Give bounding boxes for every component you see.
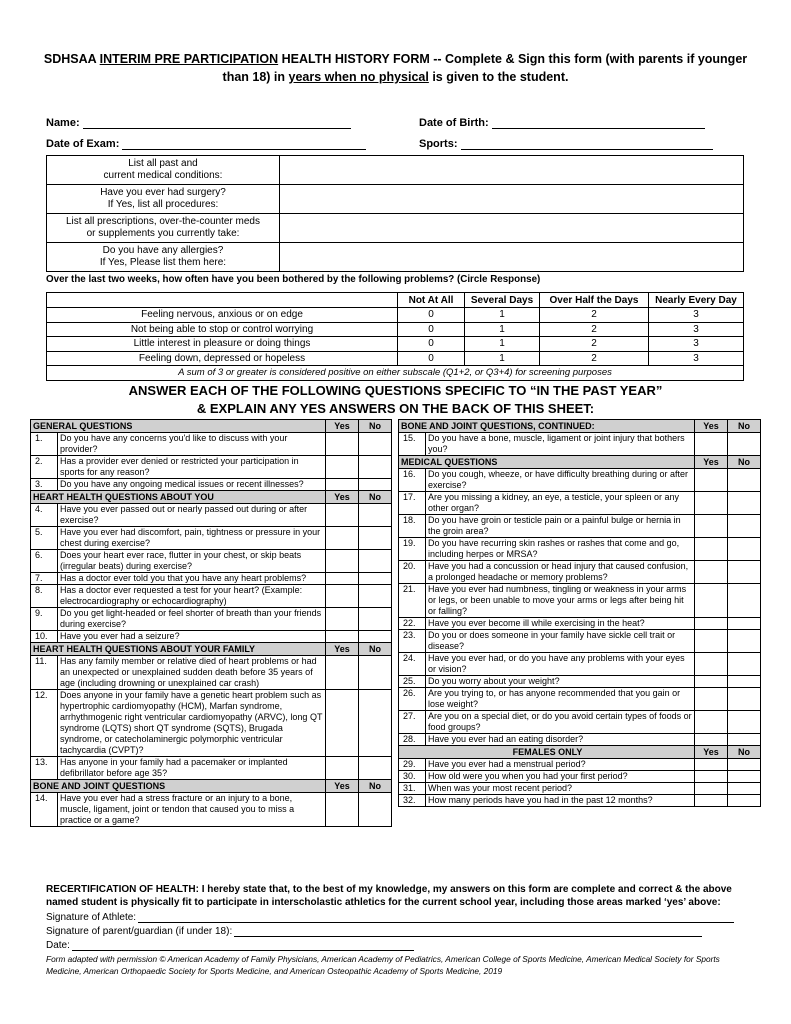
medical-history-table: [46, 155, 744, 272]
no-box[interactable]: [728, 469, 761, 492]
question-row: 5. Have you ever had discomfort, pain, tightness or pressure in your chest during exercise?: [31, 527, 392, 550]
question-row: 19. Do you have recurring skin rashes or rashes that come and go, including herpes or MRSA?: [399, 538, 761, 561]
phq-option[interactable]: 1: [465, 337, 540, 352]
phq-note: A sum of 3 or greater is considered positive on either subscale (Q1+2, or Q3+4) for screening purposes: [47, 366, 744, 381]
phq-question: Not being able to stop or control worrying: [47, 322, 398, 337]
question-row: 8. Has a doctor ever requested a test for your heart? (Example: electrocardiography or echocardiography): [31, 585, 392, 608]
yes-box[interactable]: [695, 618, 728, 630]
no-header: No: [359, 420, 392, 433]
no-box[interactable]: [728, 711, 761, 734]
no-box[interactable]: [728, 538, 761, 561]
yes-box[interactable]: [326, 550, 359, 573]
answer-heading: [30, 382, 761, 418]
yes-header: Yes: [326, 780, 359, 793]
yes-box[interactable]: [326, 573, 359, 585]
phq-option[interactable]: 0: [398, 337, 465, 352]
question-row: 4. Have you ever passed out or nearly passed out during or after exercise?: [31, 504, 392, 527]
phq-header-nearly-every-day: Nearly Every Day: [649, 293, 744, 308]
yes-box[interactable]: [326, 456, 359, 479]
phq-option[interactable]: 2: [540, 308, 649, 323]
yes-header: Yes: [326, 643, 359, 656]
question-row: 17. Are you missing a kidney, an eye, a testicle, your spleen or any other organ?: [399, 492, 761, 515]
no-box[interactable]: [728, 515, 761, 538]
no-box[interactable]: [728, 653, 761, 676]
yes-box[interactable]: [695, 795, 728, 807]
sports-line[interactable]: [461, 137, 713, 150]
no-header: No: [359, 643, 392, 656]
phq-option[interactable]: 0: [398, 308, 465, 323]
allergies-answer[interactable]: [280, 243, 744, 272]
yes-box[interactable]: [695, 630, 728, 653]
no-box[interactable]: [359, 656, 392, 690]
question-row: 27. Are you on a special diet, or do you avoid certain types of foods or food groups?: [399, 711, 761, 734]
section-family: HEART HEALTH QUESTIONS ABOUT YOUR FAMILY: [31, 643, 326, 656]
no-box[interactable]: [728, 676, 761, 688]
no-box[interactable]: [359, 690, 392, 757]
section-bone-continued: BONE AND JOINT QUESTIONS, CONTINUED:: [399, 420, 695, 433]
answer-heading-line-2: & EXPLAIN ANY YES ANSWERS ON THE BACK OF THIS SHEET:: [196, 401, 595, 416]
question-row: 16. Do you cough, wheeze, or have difficulty breathing during or after exercise?: [399, 469, 761, 492]
title-years: years when no physical: [288, 70, 429, 84]
parent-signature-label: Signature of parent/guardian (if under 18):: [46, 926, 233, 937]
footer-credit: Form adapted with permission © American Academy of Family Physicians, American Academy of Pediatrics, American College of Sports Medicine, American Medical Society for Sports Medicine, American Orthopaedic Society for Sports Medicine, and American Osteopathic Academy of Sports Medicine, 2019: [46, 954, 720, 976]
yes-box[interactable]: [695, 653, 728, 676]
yes-box[interactable]: [326, 757, 359, 780]
yes-box[interactable]: [326, 479, 359, 491]
surgery-label: Have you ever had surgery? If Yes, list all procedures:: [47, 185, 280, 214]
surgery-row: [47, 185, 744, 214]
no-box[interactable]: [359, 608, 392, 631]
question-row: 6. Does your heart ever race, flutter in your chest, or skip beats (irregular beats) during exercise?: [31, 550, 392, 573]
date-field[interactable]: [46, 940, 414, 951]
phq-header-not-at-all: Not At All: [398, 293, 465, 308]
yes-box[interactable]: [326, 656, 359, 690]
phq-option[interactable]: 1: [465, 308, 540, 323]
parent-signature-line[interactable]: [234, 926, 702, 937]
no-box[interactable]: [359, 456, 392, 479]
phq-row: [47, 322, 744, 337]
yes-box[interactable]: [695, 676, 728, 688]
question-row: 29. Have you ever had a menstrual period?: [399, 759, 761, 771]
yes-box[interactable]: [326, 433, 359, 456]
question-row: 24. Have you ever had, or do you have any problems with your eyes or vision?: [399, 653, 761, 676]
date-label: Date:: [46, 940, 70, 951]
no-box[interactable]: [728, 618, 761, 630]
question-row: 20. Have you had a concussion or head injury that caused confusion, a prolonged headache or memory problems?: [399, 561, 761, 584]
name-line[interactable]: [83, 116, 351, 129]
section-heart: HEART HEALTH QUESTIONS ABOUT YOU: [31, 491, 326, 504]
phq-row: [47, 337, 744, 352]
title-interim: INTERIM PRE PARTICIPATION: [99, 52, 279, 66]
no-box[interactable]: [728, 561, 761, 584]
title-text: SDHSAA: [43, 52, 100, 66]
question-row: 18. Do you have groin or testicle pain or a painful bulge or hernia in the groin area?: [399, 515, 761, 538]
conditions-label: List all past and current medical conditions:: [47, 156, 280, 185]
no-box[interactable]: [728, 492, 761, 515]
question-row: 31. When was your most recent period?: [399, 783, 761, 795]
surgery-answer[interactable]: [280, 185, 744, 214]
form-title: [30, 50, 761, 86]
phq-option[interactable]: 3: [649, 351, 744, 366]
conditions-row: [47, 156, 744, 185]
yes-box[interactable]: [695, 783, 728, 795]
question-row: 2. Has a provider ever denied or restricted your participation in sports for any reason?: [31, 456, 392, 479]
phq-header-several-days: Several Days: [465, 293, 540, 308]
no-box[interactable]: [359, 631, 392, 643]
section-females: FEMALES ONLY: [399, 746, 695, 759]
question-row: 32. How many periods have you had in the past 12 months?: [399, 795, 761, 807]
question-row: 25. Do you worry about your weight?: [399, 676, 761, 688]
question-row: 12. Does anyone in your family have a genetic heart problem such as hypertrophic cardiomyopathy (HCM), Marfan syndrome, arrhythmogenic right ventricular cardiomyopathy (ARVC), long QT syndrome (LQTS) short QT syndrome (SQTS), Brugada syndrome, or catecholaminergic polymorphic ventricular tachycardia (CVPT)?: [31, 690, 392, 757]
yes-header: Yes: [326, 491, 359, 504]
conditions-answer[interactable]: [280, 156, 744, 185]
sports-label: Sports:: [419, 138, 458, 150]
no-box[interactable]: [359, 550, 392, 573]
no-box[interactable]: [359, 433, 392, 456]
question-row: 23. Do you or does someone in your family have sickle cell trait or disease?: [399, 630, 761, 653]
no-header: No: [359, 491, 392, 504]
phq-option[interactable]: 3: [649, 308, 744, 323]
no-box[interactable]: [359, 757, 392, 780]
date-line[interactable]: [72, 940, 414, 951]
phq-row: [47, 351, 744, 366]
recertification-statement: RECERTIFICATION OF HEALTH: I hereby state that, to the best of my knowledge, my answers on this form are complete and correct & the above named student is physically fit to participate in interscholastic athletics for the current school year, including those areas marked ‘yes’ above:: [46, 884, 732, 908]
no-box[interactable]: [728, 584, 761, 618]
answer-heading-line-1: ANSWER EACH OF THE FOLLOWING QUESTIONS SPECIFIC TO “IN THE PAST YEAR”: [128, 383, 663, 398]
athlete-signature-line[interactable]: [138, 912, 734, 923]
yes-box[interactable]: [695, 771, 728, 783]
yes-box[interactable]: [326, 608, 359, 631]
question-row: 26. Are you trying to, or has anyone recommended that you gain or lose weight?: [399, 688, 761, 711]
yes-box[interactable]: [695, 711, 728, 734]
yes-box[interactable]: [695, 492, 728, 515]
yes-box[interactable]: [695, 584, 728, 618]
phq-option[interactable]: 0: [398, 351, 465, 366]
prescriptions-answer[interactable]: [280, 214, 744, 243]
yes-box[interactable]: [326, 631, 359, 643]
yes-box[interactable]: [695, 515, 728, 538]
question-row: 9. Do you get light-headed or feel shorter of breath than your friends during exercise?: [31, 608, 392, 631]
no-box[interactable]: [359, 573, 392, 585]
phq-option[interactable]: 1: [465, 322, 540, 337]
questions-right-table: [398, 419, 761, 807]
question-row: 15. Do you have a bone, muscle, ligament or joint injury that bothers you?: [399, 433, 761, 456]
exam-date-label: Date of Exam:: [46, 138, 120, 150]
no-box[interactable]: [728, 734, 761, 746]
phq-option[interactable]: 2: [540, 351, 649, 366]
no-box[interactable]: [728, 783, 761, 795]
yes-header: Yes: [695, 420, 728, 433]
yes-box[interactable]: [326, 585, 359, 608]
yes-box[interactable]: [695, 688, 728, 711]
title-text-3: is given to the student.: [428, 70, 569, 84]
question-row: 13. Has anyone in your family had a pacemaker or implanted defibrillator before age 35?: [31, 757, 392, 780]
allergies-label: Do you have any allergies? If Yes, Please list them here:: [47, 243, 280, 272]
yes-box[interactable]: [695, 759, 728, 771]
question-row: 14. Have you ever had a stress fracture or an injury to a bone, muscle, ligament, joint or tendon that caused you to miss a practice or a game?: [31, 793, 392, 827]
question-row: 7. Has a doctor ever told you that you have any heart problems?: [31, 573, 392, 585]
question-row: 22. Have you ever become ill while exercising in the heat?: [399, 618, 761, 630]
section-general: GENERAL QUESTIONS: [31, 420, 326, 433]
exam-date-field[interactable]: [46, 137, 366, 150]
yes-box[interactable]: [326, 793, 359, 827]
section-medical: MEDICAL QUESTIONS: [399, 456, 695, 469]
question-row: 21. Have you ever had numbness, tingling or weakness in your arms or legs, or been unable to move your arms or legs after being hit or falling?: [399, 584, 761, 618]
phq-blank-header: [47, 293, 398, 308]
no-box[interactable]: [728, 433, 761, 456]
phq-table: [46, 292, 744, 381]
phq-option[interactable]: 2: [540, 322, 649, 337]
no-box[interactable]: [359, 585, 392, 608]
no-box[interactable]: [728, 759, 761, 771]
yes-header: Yes: [695, 456, 728, 469]
no-header: No: [359, 780, 392, 793]
question-row: 1. Do you have any concerns you'd like to discuss with your provider?: [31, 433, 392, 456]
yes-box[interactable]: [326, 527, 359, 550]
no-header: No: [728, 456, 761, 469]
dob-field[interactable]: [419, 116, 705, 129]
phq-question: Little interest in pleasure or doing things: [47, 337, 398, 352]
sports-field[interactable]: [419, 137, 713, 150]
no-box[interactable]: [728, 795, 761, 807]
exam-date-line[interactable]: [122, 137, 366, 150]
yes-box[interactable]: [695, 538, 728, 561]
athlete-signature-field[interactable]: [46, 912, 734, 923]
yes-box[interactable]: [695, 734, 728, 746]
title-text-2: HEALTH HISTORY FORM -- Complete & Sign this form (with parents if younger than 18) in: [222, 52, 748, 84]
dob-line[interactable]: [492, 116, 705, 129]
yes-box[interactable]: [695, 561, 728, 584]
phq-option[interactable]: 3: [649, 337, 744, 352]
question-row: 28. Have you ever had an eating disorder?: [399, 734, 761, 746]
phq-option[interactable]: 1: [465, 351, 540, 366]
yes-header: Yes: [695, 746, 728, 759]
question-row: 11. Has any family member or relative died of heart problems or had an unexpected or unexplained sudden death before 35 years of age (including drowning or unexplained car crash): [31, 656, 392, 690]
allergies-row: [47, 243, 744, 272]
no-box[interactable]: [359, 504, 392, 527]
prescriptions-row: [47, 214, 744, 243]
phq-option[interactable]: 3: [649, 322, 744, 337]
name-field[interactable]: [46, 116, 351, 129]
no-box[interactable]: [728, 771, 761, 783]
phq-intro: Over the last two weeks, how often have you been bothered by the following problems? (Circle Response): [46, 274, 541, 285]
question-row: 30. How old were you when you had your first period?: [399, 771, 761, 783]
no-box[interactable]: [359, 793, 392, 827]
no-header: No: [728, 420, 761, 433]
questions-left-table: [30, 419, 392, 827]
yes-box[interactable]: [326, 504, 359, 527]
parent-signature-field[interactable]: [46, 926, 702, 937]
question-row: 10. Have you ever had a seizure?: [31, 631, 392, 643]
phq-question: Feeling nervous, anxious or on edge: [47, 308, 398, 323]
section-bone: BONE AND JOINT QUESTIONS: [31, 780, 326, 793]
no-header: No: [728, 746, 761, 759]
phq-header-over-half: Over Half the Days: [540, 293, 649, 308]
yes-box[interactable]: [326, 690, 359, 757]
phq-option[interactable]: 2: [540, 337, 649, 352]
question-row: 3. Do you have any ongoing medical issues or recent illnesses?: [31, 479, 392, 491]
dob-label: Date of Birth:: [419, 117, 489, 129]
yes-box[interactable]: [695, 433, 728, 456]
yes-header: Yes: [326, 420, 359, 433]
no-box[interactable]: [728, 688, 761, 711]
no-box[interactable]: [728, 630, 761, 653]
prescriptions-label: List all prescriptions, over-the-counter meds or supplements you currently take:: [47, 214, 280, 243]
yes-box[interactable]: [695, 469, 728, 492]
no-box[interactable]: [359, 479, 392, 491]
phq-question: Feeling down, depressed or hopeless: [47, 351, 398, 366]
phq-row: [47, 308, 744, 323]
phq-option[interactable]: 0: [398, 322, 465, 337]
athlete-signature-label: Signature of Athlete:: [46, 912, 137, 923]
name-label: Name:: [46, 117, 80, 129]
no-box[interactable]: [359, 527, 392, 550]
